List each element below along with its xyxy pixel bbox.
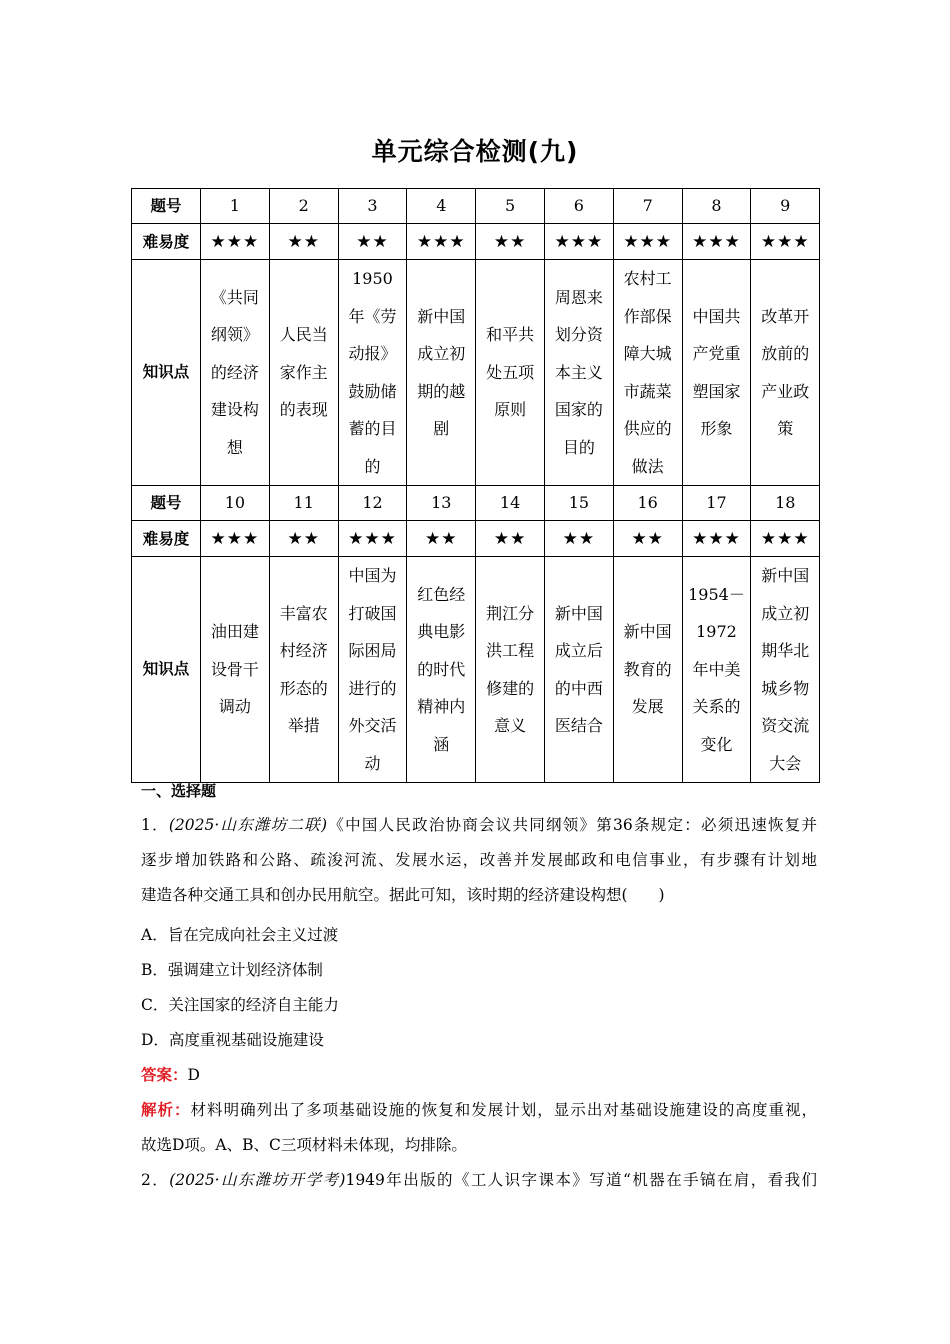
knowledge-point-line: 典电影 bbox=[417, 622, 466, 642]
knowledge-point-line: 形象 bbox=[700, 419, 733, 438]
q2-number: 2． bbox=[141, 1171, 170, 1189]
knowledge-point-cell bbox=[338, 260, 407, 486]
question-number-cell: 11 bbox=[269, 486, 338, 521]
knowledge-point-cell bbox=[269, 260, 338, 486]
knowledge-point-cell bbox=[544, 260, 613, 486]
knowledge-point-line: 蓄的目 bbox=[348, 419, 397, 438]
knowledge-point-line: 外交活 bbox=[348, 716, 397, 735]
knowledge-point-line: 进行的 bbox=[348, 678, 397, 698]
knowledge-point-line: 形态的 bbox=[279, 678, 328, 698]
question-number-cell: 13 bbox=[407, 486, 476, 521]
knowledge-point-line: 做法 bbox=[631, 456, 664, 476]
difficulty-stars: ★★★ bbox=[751, 521, 820, 557]
question-number-cell: 6 bbox=[544, 189, 613, 224]
q1-analysis-line2: 故选D项。A、B、C三项材料未体现，均排除。 bbox=[141, 1136, 467, 1154]
knowledge-point-line: 障大城 bbox=[623, 344, 672, 363]
question-number-cell: 1 bbox=[201, 189, 270, 224]
difficulty-stars: ★★ bbox=[269, 224, 338, 260]
knowledge-point-line: 和平共 bbox=[486, 325, 535, 345]
knowledge-point-line: 医结合 bbox=[554, 716, 603, 735]
knowledge-point-line: 1950 bbox=[352, 269, 393, 288]
difficulty-stars: ★★★ bbox=[201, 224, 270, 260]
knowledge-table bbox=[131, 188, 820, 783]
question-number-cell: 9 bbox=[751, 189, 820, 224]
section-heading: 一、选择题 bbox=[141, 782, 217, 800]
knowledge-point-line: 1972 bbox=[696, 622, 737, 642]
row-label-number: 题号 bbox=[132, 486, 201, 521]
knowledge-point-cell bbox=[682, 557, 751, 783]
knowledge-point-line: 成立初 bbox=[761, 603, 810, 623]
knowledge-point-line: 涵 bbox=[433, 734, 450, 754]
knowledge-point-line: 设骨干 bbox=[210, 659, 259, 679]
difficulty-stars: ★★ bbox=[338, 224, 407, 260]
knowledge-point-line: 成立初 bbox=[417, 344, 466, 363]
q1-line3: 建造各种交通工具和创办民用航空。据此可知，该时期的经济建设构想( ) bbox=[141, 886, 665, 904]
knowledge-point-cell bbox=[407, 557, 476, 783]
question-number-cell: 2 bbox=[269, 189, 338, 224]
knowledge-point-line: 人民当 bbox=[279, 325, 328, 345]
question-number-cell: 16 bbox=[613, 486, 682, 521]
knowledge-point-line: 市蔬菜 bbox=[623, 381, 672, 401]
difficulty-stars: ★★★ bbox=[544, 224, 613, 260]
q1-line2: 逐步增加铁路和公路、疏浚河流、发展水运，改善并发展邮政和电信事业，有步骤有计划地 bbox=[141, 851, 817, 869]
knowledge-point-line: 想 bbox=[226, 437, 243, 457]
knowledge-point-line: 策 bbox=[777, 419, 794, 438]
knowledge-point-line: 的中西 bbox=[554, 678, 603, 698]
difficulty-stars: ★★★ bbox=[682, 521, 751, 557]
q1-option-c: C．关注国家的经济自主能力 bbox=[141, 996, 339, 1014]
knowledge-point-line: 新中国 bbox=[417, 306, 466, 326]
difficulty-stars: ★★ bbox=[476, 224, 545, 260]
knowledge-point-cell bbox=[269, 557, 338, 783]
knowledge-point-line: 农村工 bbox=[623, 269, 672, 288]
row-label-difficulty: 难易度 bbox=[132, 224, 201, 260]
knowledge-row bbox=[132, 260, 820, 486]
question-number-cell: 17 bbox=[682, 486, 751, 521]
knowledge-point-line: 放前的 bbox=[761, 344, 810, 363]
difficulty-stars: ★★ bbox=[407, 521, 476, 557]
q2-line1: 2．(2025·山东潍坊开学考)1949年出版的《工人识字课本》写道“机器在手镐在肩，看我们 bbox=[141, 1171, 818, 1189]
difficulty-stars: ★★ bbox=[613, 521, 682, 557]
question-number-cell: 5 bbox=[476, 189, 545, 224]
difficulty-stars: ★★★ bbox=[613, 224, 682, 260]
q1-option-a: A．旨在完成向社会主义过渡 bbox=[141, 926, 339, 944]
knowledge-point-line: 建设构 bbox=[210, 400, 259, 420]
knowledge-point-line: 意义 bbox=[494, 716, 527, 735]
knowledge-point-line: 划分资 bbox=[554, 325, 603, 345]
question-number-cell: 12 bbox=[338, 486, 407, 521]
knowledge-point-line: 修建的 bbox=[486, 678, 535, 698]
knowledge-point-cell bbox=[476, 260, 545, 486]
row-label-knowledge: 知识点 bbox=[132, 260, 201, 486]
knowledge-point-line: 的时代 bbox=[417, 659, 466, 679]
knowledge-point-cell bbox=[751, 557, 820, 783]
knowledge-point-line: 荆江分 bbox=[486, 603, 535, 623]
knowledge-point-line: 作部保 bbox=[623, 306, 672, 326]
question-number-cell: 7 bbox=[613, 189, 682, 224]
knowledge-point-line: 剧 bbox=[433, 419, 450, 438]
knowledge-point-line: 打破国 bbox=[348, 603, 397, 623]
difficulty-stars: ★★★ bbox=[682, 224, 751, 260]
difficulty-stars: ★★ bbox=[544, 521, 613, 557]
question-number-cell: 4 bbox=[407, 189, 476, 224]
answer-label: 答案： bbox=[141, 1066, 188, 1084]
question-number-cell: 3 bbox=[338, 189, 407, 224]
difficulty-row bbox=[132, 521, 820, 557]
difficulty-stars: ★★★ bbox=[751, 224, 820, 260]
knowledge-point-line: 《共同 bbox=[210, 287, 259, 307]
knowledge-point-line: 年中美 bbox=[692, 659, 741, 679]
knowledge-point-line: 资交流 bbox=[761, 716, 810, 735]
q1-number: 1． bbox=[141, 816, 169, 834]
knowledge-point-line: 中国为 bbox=[348, 566, 397, 585]
knowledge-point-line: 成立后 bbox=[554, 641, 603, 660]
knowledge-point-line: 动 bbox=[364, 753, 381, 773]
analysis-label: 解析： bbox=[141, 1101, 191, 1119]
q1-analysis-line1: 解析：材料明确列出了多项基础设施的恢复和发展计划，显示出对基础设施建设的高度重视， bbox=[141, 1101, 817, 1119]
difficulty-stars: ★★★ bbox=[407, 224, 476, 260]
difficulty-row bbox=[132, 224, 820, 260]
knowledge-point-line: 处五项 bbox=[486, 362, 535, 382]
q1-answer bbox=[141, 1063, 200, 1085]
knowledge-point-line: 调动 bbox=[218, 697, 251, 717]
knowledge-point-line: 产党重 bbox=[692, 344, 741, 363]
question-number-cell: 18 bbox=[751, 486, 820, 521]
number-row bbox=[132, 486, 820, 521]
question-number-cell: 15 bbox=[544, 486, 613, 521]
question-number-cell: 8 bbox=[682, 189, 751, 224]
knowledge-point-cell bbox=[751, 260, 820, 486]
knowledge-point-line: 精神内 bbox=[417, 697, 466, 717]
knowledge-point-cell bbox=[476, 557, 545, 783]
difficulty-stars: ★★★ bbox=[201, 521, 270, 557]
knowledge-point-line: 年《劳 bbox=[348, 306, 397, 326]
knowledge-point-line: 纲领》 bbox=[210, 325, 259, 345]
knowledge-point-line: 中国共 bbox=[692, 306, 741, 326]
knowledge-point-line: 原则 bbox=[494, 400, 527, 420]
knowledge-point-line: 动报》 bbox=[348, 344, 397, 363]
knowledge-point-cell bbox=[201, 557, 270, 783]
knowledge-point-line: 油田建 bbox=[210, 622, 259, 642]
difficulty-stars: ★★★ bbox=[338, 521, 407, 557]
knowledge-point-line: 塑国家 bbox=[692, 381, 741, 401]
knowledge-point-line: 新中国 bbox=[761, 566, 810, 585]
knowledge-point-line: 鼓励储 bbox=[348, 381, 397, 401]
q2-source: (2025·山东潍坊开学考) bbox=[169, 1171, 346, 1189]
knowledge-point-line: 变化 bbox=[700, 734, 733, 754]
knowledge-point-line: 供应的 bbox=[623, 419, 672, 438]
knowledge-point-line: 的经济 bbox=[210, 362, 259, 382]
difficulty-stars: ★★ bbox=[269, 521, 338, 557]
knowledge-point-line: 发展 bbox=[631, 697, 664, 717]
knowledge-point-line: 本主义 bbox=[554, 362, 603, 382]
knowledge-point-line: 周恩来 bbox=[554, 287, 603, 307]
knowledge-point-line: 1954－ bbox=[688, 584, 745, 604]
q1-source: (2025·山东潍坊二联) bbox=[168, 816, 328, 834]
row-label-difficulty: 难易度 bbox=[132, 521, 201, 557]
knowledge-point-line: 大会 bbox=[769, 753, 802, 773]
knowledge-point-line: 期的越 bbox=[417, 381, 466, 401]
knowledge-row bbox=[132, 557, 820, 783]
knowledge-point-line: 举措 bbox=[287, 716, 320, 735]
knowledge-point-cell bbox=[613, 557, 682, 783]
knowledge-point-cell bbox=[201, 260, 270, 486]
difficulty-stars: ★★ bbox=[476, 521, 545, 557]
knowledge-point-line: 关系的 bbox=[692, 697, 741, 717]
number-row bbox=[132, 189, 820, 224]
knowledge-point-line: 国家的 bbox=[554, 400, 603, 420]
knowledge-point-cell bbox=[544, 557, 613, 783]
knowledge-point-line: 城乡物 bbox=[761, 678, 810, 698]
question-number-cell: 14 bbox=[476, 486, 545, 521]
knowledge-point-cell bbox=[682, 260, 751, 486]
knowledge-point-line: 的表现 bbox=[279, 400, 328, 420]
row-label-number: 题号 bbox=[132, 189, 201, 224]
row-label-knowledge: 知识点 bbox=[132, 557, 201, 783]
knowledge-point-line: 的 bbox=[364, 456, 381, 476]
page-title: 单元综合检测(九) bbox=[371, 137, 579, 166]
knowledge-point-line: 期华北 bbox=[761, 641, 810, 660]
knowledge-point-line: 目的 bbox=[562, 437, 595, 457]
knowledge-point-line: 产业政 bbox=[761, 381, 810, 401]
answer-value: D bbox=[187, 1066, 200, 1084]
knowledge-point-line: 际困局 bbox=[348, 641, 397, 660]
knowledge-point-line: 新中国 bbox=[554, 603, 603, 623]
knowledge-point-line: 洪工程 bbox=[486, 641, 535, 660]
knowledge-point-line: 家作主 bbox=[279, 362, 328, 382]
q1-option-b: B．强调建立计划经济体制 bbox=[141, 961, 323, 979]
question-number-cell: 10 bbox=[201, 486, 270, 521]
knowledge-point-line: 新中国 bbox=[623, 622, 672, 642]
knowledge-point-line: 村经济 bbox=[279, 641, 328, 660]
knowledge-point-line: 改革开 bbox=[761, 306, 810, 326]
knowledge-point-cell bbox=[338, 557, 407, 783]
knowledge-point-line: 丰富农 bbox=[279, 603, 328, 623]
q1-line1: 1．(2025·山东潍坊二联)《中国人民政治协商会议共同纲领》第36条规定：必须迅速恢复并 bbox=[141, 816, 817, 834]
knowledge-point-cell bbox=[407, 260, 476, 486]
q1-option-d: D．高度重视基础设施建设 bbox=[141, 1031, 324, 1049]
knowledge-point-cell bbox=[613, 260, 682, 486]
knowledge-point-line: 教育的 bbox=[623, 659, 672, 679]
knowledge-point-line: 红色经 bbox=[417, 584, 466, 604]
